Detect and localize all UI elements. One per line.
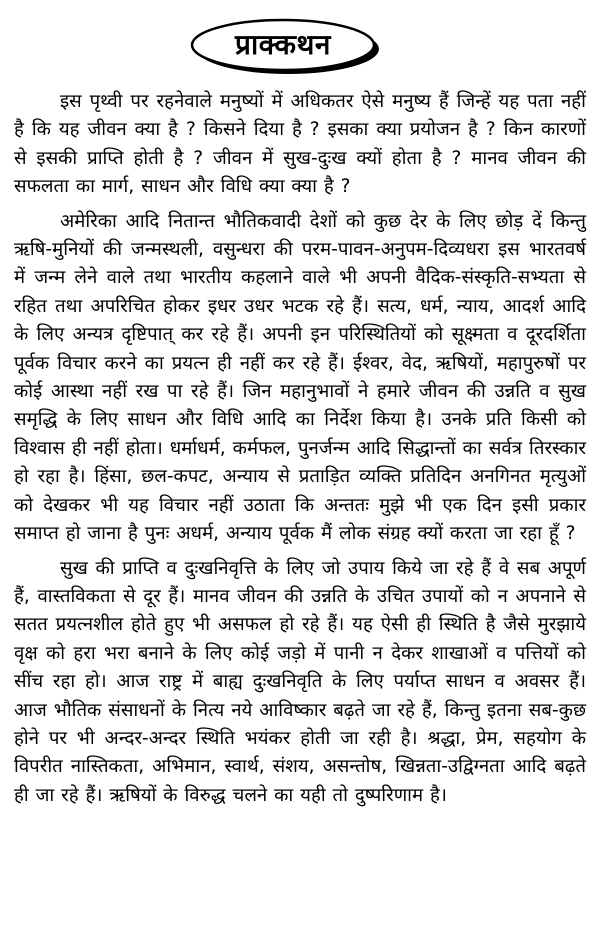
paragraph-3: सुख की प्राप्ति व दुःखनिवृत्ति के लिए जो उपाय किये जा रहे हैं वे सब अपूर्ण हैं, वास्तविकता से दूर हैं। मानव जीवन की उन्नति के उचित उपायों को न अपनाने से सतत प्रयत्नशील होते हुए भी असफल हो रहे हैं। यह ऐसी ही स्थिति है जैसे मुरझाये वृक्ष को हरा भरा बनाने के लिए कोई जड़ो में पानी न देकर शाखाओं व पत्तियों को सींच रहा हो। आज राष्ट्र में बाह्य दुःखनिवृति के लिए पर्याप्त साधन व अवसर हैं। आज भौतिक संसाधनों के नित्य नये आविष्कार बढ़ते जा रहे हैं, किन्तु इतना सब-कुछ होने पर भी अन्दर-अन्दर स्थिति भयंकर होती जा रही है। श्रद्धा, प्रेम, सहयोग के विपरीत नास्तिकता, अभिमान, स्वार्थ, संशय, असन्तोष, खिन्नता-उद्विग्नता आदि बढ़ते ही जा रहे हैं। ऋषियों के विरुद्ध चलने का यही तो दुष्परिणाम है। [14, 557, 586, 806]
title-area [0, 0, 600, 88]
page-title: प्राक्कथन [235, 28, 331, 61]
paragraph-1: इस पृथ्वी पर रहनेवाले मनुष्यों में अधिकतर ऐसे मनुष्य हैं जिन्हें यह पता नहीं है कि यह जीवन क्या है ? किसने दिया है ? इसका क्या प्रयोजन है ? किन कारणों से इसकी प्राप्ति होती है ? जीवन में सुख-दुःख क्यों होता है ? मानव जीवन की सफलता का मार्ग, साधन और विधि क्या क्या है ? [14, 91, 586, 198]
title-oval-frame [190, 18, 380, 76]
paragraph-2: अमेरिका आदि नितान्त भौतिकवादी देशों को कुछ देर के लिए छोड़ दें किन्तु ऋषि-मुनियों की जन्मस्थली, वसुन्धरा की परम-पावन-अनुपम-दिव्यधरा इस भारतवर्ष में जन्म लेने वाले तथा भारतीय कहलाने वाले भी अपनी वैदिक-संस्कृति-सभ्यता से रहित तथा अपरिचित होकर इधर उधर भटक रहे हैं। सत्य, धर्म, न्याय, आदर्श आदि के लिए अन्यत्र दृष्टिपात् कर रहे हैं। अपनी इन परिस्थितियों को सूक्ष्मता व दूरदर्शिता पूर्वक विचार करने का प्रयत्न ही नहीं कर रहे हैं। ईश्वर, वेद, ऋषियों, महापुरुषों पर कोई आस्था नहीं रख पा रहे हैं। जिन महानुभावों ने हमारे जीवन की उन्नति व सुख समृद्धि के लिए साधन और विधि आदि का निर्देश किया है। उनके प्रति किसी को विश्वास ही नहीं होता। धर्माधर्म, कर्मफल, पुनर्जन्म आदि सिद्धान्तों का सर्वत्र तिरस्कार हो रहा है। हिंसा, छल-कपट, अन्याय से प्रताड़ित व्यक्ति प्रतिदिन अनगिनत मृत्युओं को देखकर भी यह विचार नहीं उठाता कि अन्ततः मुझे भी एक दिन इसी प्रकार समाप्त हो जाना है पुनः अधर्म, अन्याय पूर्वक मैं लोक संग्रह क्यों करता जा रहा हूँ ? [14, 210, 586, 545]
